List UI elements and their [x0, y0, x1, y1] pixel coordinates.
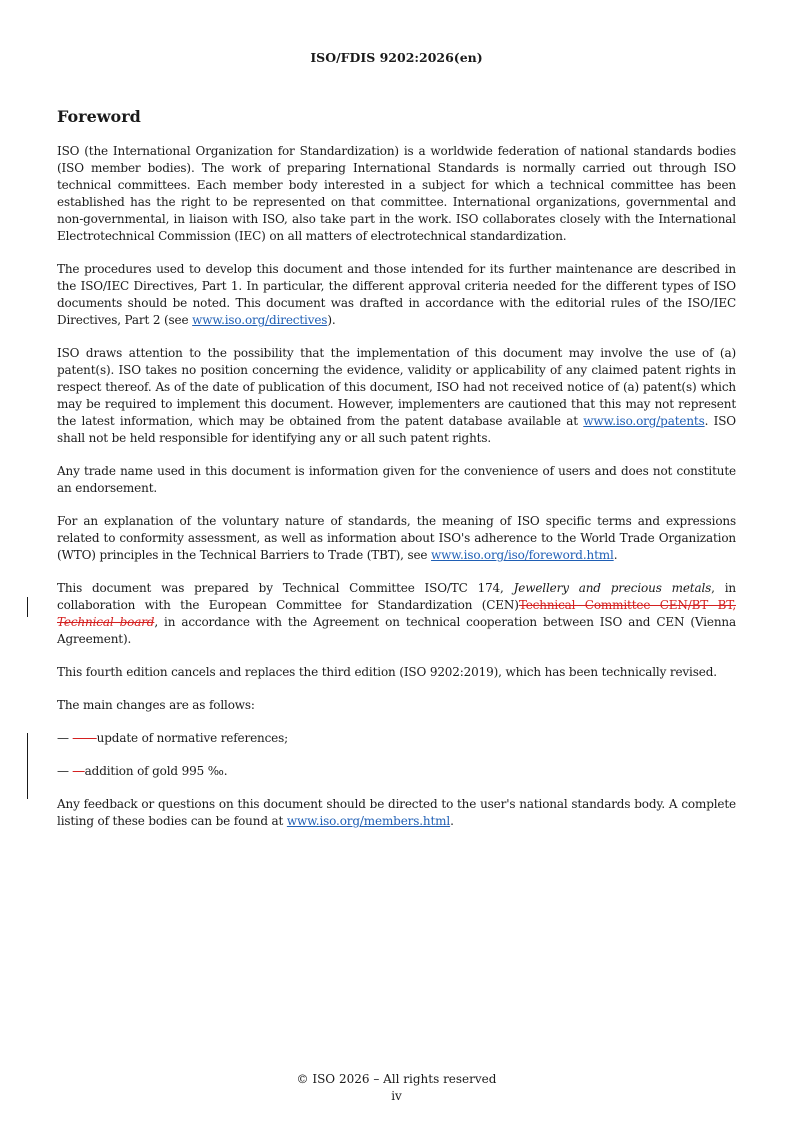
paragraph-patents: [57, 345, 736, 447]
paragraph-text: Any feedback or questions on this document should be directed to the user's national standards body. A complete listing of these bodies can be found at: [57, 797, 736, 828]
directives-link[interactable]: www.iso.org/directives: [192, 313, 328, 327]
paragraph-text: .: [450, 814, 454, 828]
list-item: [57, 730, 736, 747]
page-title: Foreword: [57, 107, 141, 126]
copyright-notice: © ISO 2026 – All rights reserved: [296, 1072, 497, 1086]
paragraph-changes-intro: The main changes are as follows:: [57, 698, 255, 712]
paragraph-text: , in collaboration with the European Committee for Standardization (CEN): [57, 581, 736, 612]
change-bar: [27, 733, 28, 799]
patents-link[interactable]: www.iso.org/patents: [583, 414, 705, 428]
paragraph-voluntary-nature: [57, 513, 736, 564]
document-header: ISO/FDIS 9202:2026(en): [310, 50, 483, 65]
paragraph-feedback: [57, 796, 736, 830]
paragraph-text: For an explanation of the voluntary nature of standards, the meaning of ISO specific terms and expressions related to conformity assessment, as well as information about ISO's adherence to the World Trade Organization (WTO) principles in the Technical Barriers to Trade (TBT), see: [57, 514, 736, 562]
paragraph-text: . ISO shall not be held responsible for identifying any or all such patent rights.: [57, 414, 736, 445]
paragraph-text: .: [613, 548, 618, 562]
deleted-text-italic: Technical board: [57, 615, 155, 629]
page-footer: [0, 1071, 793, 1105]
page-number: iv: [391, 1089, 402, 1103]
paragraph-edition: This fourth edition cancels and replaces the third edition (ISO 9202:2019), which has been technically revised.: [57, 665, 717, 679]
list-item-text: update of normative references;: [96, 731, 289, 745]
foreword-link[interactable]: www.iso.org/iso/foreword.html: [431, 548, 614, 562]
paragraph-text: The procedures used to develop this document and those intended for its further maintenance are described in the ISO/IEC Directives, Part 1. In particular, the different approval criteria needed for the different types of ISO documents should be noted. This document was drafted in accordance with the editorial rules of the ISO/IEC Directives, Part 2 (see: [57, 262, 736, 327]
list-item: [57, 763, 736, 780]
deleted-text: Technical Committee CEN/BT BT,: [518, 598, 736, 612]
paragraph-trade-name: Any trade name used in this document is information given for the convenience of users and does not constitute an endorsement.: [57, 464, 736, 495]
deleted-dash: ——: [72, 731, 97, 745]
foreword-body: [57, 143, 736, 846]
list-item-text: addition of gold 995 ‰.: [84, 764, 228, 778]
paragraph-text: ).: [327, 313, 336, 327]
members-link[interactable]: www.iso.org/members.html: [286, 814, 451, 828]
paragraph-text: ISO draws attention to the possibility that the implementation of this document may involve the use of (a) patent(s). ISO takes no position concerning the evidence, validity or applicability of any claimed patent rights in respect thereof. As of the date of publication of this document, ISO had not received notice of (a) patent(s) which may be required to implement this document. However, implementers are cautioned that this may not represent the latest information, which may be obtained from the patent database available at: [57, 346, 736, 428]
change-bar: [27, 597, 28, 617]
list-dash: —: [57, 764, 69, 778]
paragraph-text: This document was prepared by Technical Committee ISO/TC 174,: [57, 581, 514, 595]
committee-title: Jewellery and precious metals: [513, 581, 712, 595]
paragraph-text: , in accordance with the Agreement on technical cooperation between ISO and CEN (Vienna Agreement).: [57, 615, 737, 646]
list-dash: —: [57, 731, 69, 745]
paragraph-procedures: [57, 261, 736, 329]
deleted-dash: —: [72, 764, 85, 778]
paragraph-prepared-by: [57, 580, 736, 648]
paragraph-iso-intro: ISO (the International Organization for Standardization) is a worldwide federation of national standards bodies (ISO member bodies). The work of preparing International Standards is normally carried out through ISO technical committees. Each member body interested in a subject for which a technical committee has been established has the right to be represented on that committee. International organizations, governmental and non-governmental, in liaison with ISO, also take part in the work. ISO collaborates closely with the International Electrotechnical Commission (IEC) on all matters of electrotechnical standardization.: [57, 144, 736, 243]
